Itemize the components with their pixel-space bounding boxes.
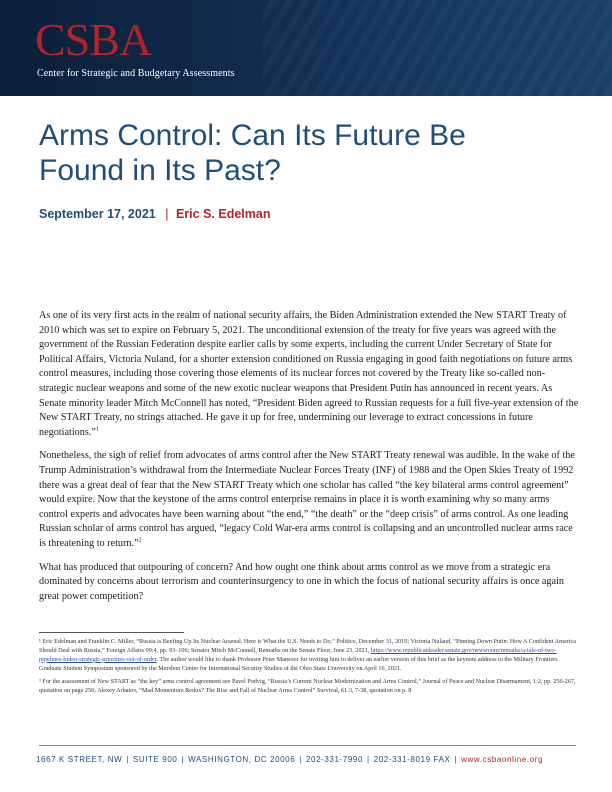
- footnote-divider: [39, 632, 184, 633]
- page-footer: [36, 755, 581, 764]
- footer-website-link[interactable]: www.csbaonline.org: [461, 755, 544, 764]
- footnotes: [39, 638, 579, 699]
- footer-separator: |: [367, 755, 370, 764]
- byline-separator: |: [165, 207, 169, 221]
- csba-logo: CSBA: [35, 14, 152, 65]
- body-paragraph-2: Nonetheless, the sigh of relief from advocates of arms control after the New START Treaty renewal was audible. In the wake of the Trump Administration’s withdrawal from the Intermediate Nuclear Forces Treaty (INF) of 1988 and the Open Skies Treaty of 1992 there was a great deal of fear that the New START Treaty which one scholar has called “the key bilateral arms control agreement” would expire. Now that the keystone of the arms control enterprise remains in place it is worth examining why so many arms control experts and advocates have been warning about “the end,” “the death” or the “deep crisis” of arms control. As one leading Russian scholar of arms control has argued, “legacy Cold War-era arms control is collapsing and an uncontrolled nuclear arms race is threatening to return.”$^2$: [39, 450, 575, 549]
- org-name: Center for Strategic and Budgetary Assessments: [37, 68, 235, 79]
- body-paragraph-3: What has produced that outpouring of concern? And how ought one think about arms control as we move from a strategic era dominated by concerns about terrorism and counterinsurgency to one in which the focus of national security affairs is once again great power competition?: [39, 561, 564, 602]
- footer-separator: |: [454, 755, 458, 764]
- page-header: [0, 0, 612, 96]
- author-name: Eric S. Edelman: [175, 207, 271, 221]
- article-body: [39, 309, 579, 613]
- footnote-ref-1[interactable]: 1: [95, 426, 99, 433]
- footer-separator: |: [299, 755, 302, 764]
- footer-fax: 202-331-8019 FAX: [373, 755, 451, 764]
- byline: [39, 207, 270, 221]
- footer-suite: SUITE 900: [132, 755, 178, 764]
- footer-separator: |: [126, 755, 129, 764]
- footer-phone: 202-331-7990: [305, 755, 363, 764]
- footer-city: WASHINGTON, DC 20006: [188, 755, 296, 764]
- footnote-2: ² For the assessment of New START as “the key” arms control agreement see Pavel Podvig, “Russia’s Current Nuclear Modernization and Arms Control,” Journal of Peace and Nuclear Disarmament, 1:2, pp. 256-267, quotation on page 256; Alexey Arbatov, “Mad Momentum Redux? The Rise and Fall of Nuclear Arms Control” Survival, 61:3, 7-38, quotation on p. 8: [39, 677, 576, 694]
- footnote-1: ¹ Eric Edelman and Franklin C. Miller, “Russia is Beefing Up Its Nuclear Arsenal. Here is What the U.S. Needs to Do,” Politico, December 31, 2019; Victoria Nuland, “Pinning Down Putin: How A Confident America Should Deal with Russia,” Foreign Affairs 99:4, pp. 93–106; Senator Mitch McConnell, Remarks on the Senate Floor, June 23, 2021, https://www.republicanleader.senate.gov/newsroom/remarks/a-tale-of-two-pipelines-biden-strategic-priorities-out-of-order. The author would like to thank Professor Peter Mansoor for inviting him to deliver an earlier version of this brief as the keynote address to the Military Frontiers Graduate Student Symposium sponsored by the Mershon Center for International Security Studies of the Ohio State Unuversity on April 16, 2021.: [39, 638, 576, 672]
- publication-date: September 17, 2021: [39, 207, 156, 221]
- body-paragraph-1: As one of its very first acts in the realm of national security affairs, the Biden Administration extended the New START Treaty of 2010 which was set to expire on February 5, 2021. The unconditional extension of the treaty for five years was agreed with the government of the Russian Federation despite earlier calls by some experts, including the current Under Secretary of State for Political Affairs, Victoria Nuland, for a shorter extension conditioned on Russia engaging in good faith negotiations on future arms control measures, including those covering those elements of its nuclear forces not covered by the Treaty like so-called non-strategic nuclear weapons and some of the new exotic nuclear weapons that President Putin has announced in recent years. As Senate minority leader Mitch McConnell has noted, “President Biden agreed to Russian requests for a full five-year extension of the New START Treaty, no strings attached. He gave it up for free, undermining our leverage to extract concessions in future negotiations.”$^1$: [39, 310, 579, 438]
- footer-address: 1667 K STREET, NW: [36, 755, 123, 764]
- footnote-ref-2[interactable]: 2: [138, 537, 142, 544]
- footer-divider: [39, 745, 576, 746]
- header-watermark: [262, 0, 612, 96]
- footer-separator: |: [181, 755, 185, 764]
- footnote-link[interactable]: https://www.republicanleader.senate.gov/newsroom/remarks/a-tale-of-two-pipelines-biden-strategic-priorities-out-of-order: [39, 646, 557, 663]
- page-title: Arms Control: Can Its Future Be Found in Its Past?: [39, 119, 466, 187]
